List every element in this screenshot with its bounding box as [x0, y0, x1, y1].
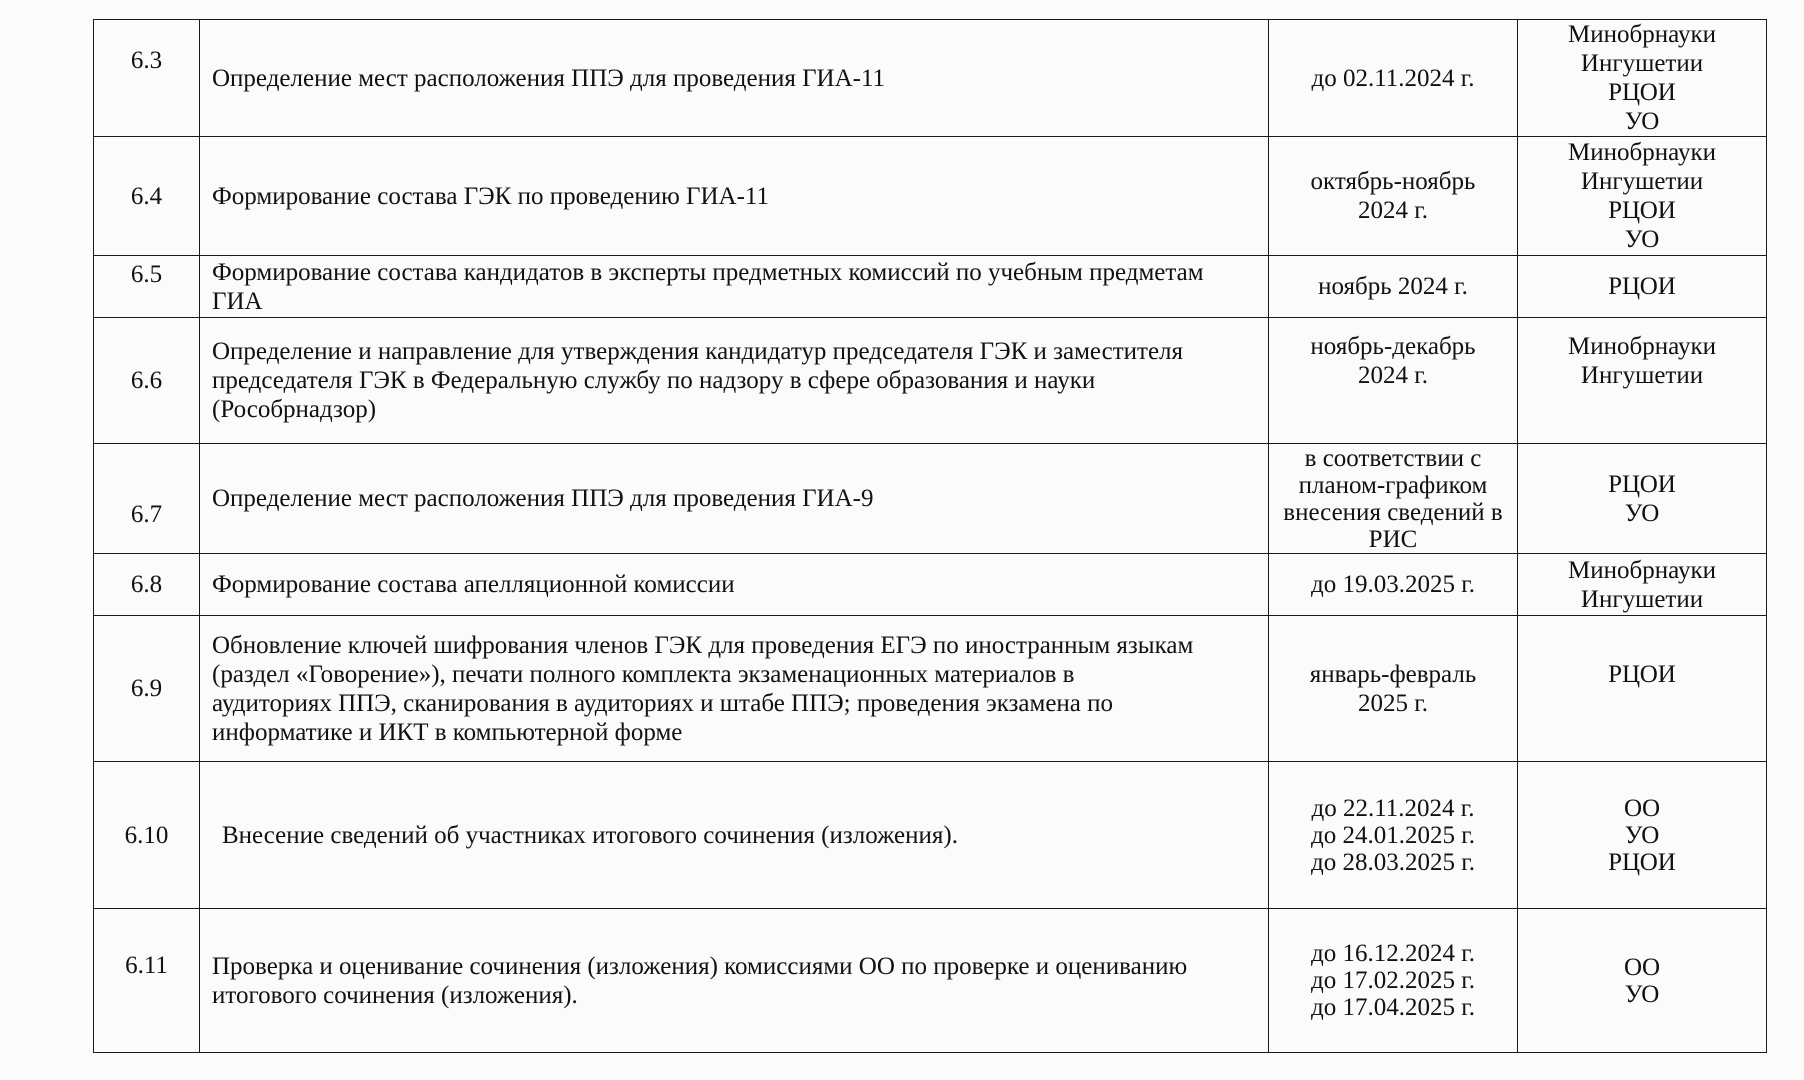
responsible-line: РЦОИ — [1608, 79, 1676, 106]
description-line: информатике и ИКТ в компьютерной форме — [212, 718, 683, 746]
responsible-line: УО — [1624, 980, 1660, 1008]
deadline-line: 2024 г. — [1358, 362, 1428, 389]
row-responsible — [1518, 256, 1767, 318]
row-number: 6.7 — [94, 444, 200, 554]
responsible-line: УО — [1624, 226, 1660, 253]
row-deadline — [1269, 137, 1518, 256]
responsible-line: РЦОИ — [1608, 273, 1676, 300]
row-deadline — [1269, 444, 1518, 554]
deadline-line: 2024 г. — [1358, 197, 1428, 224]
row-deadline — [1269, 318, 1518, 444]
row-description — [200, 444, 1269, 554]
plan-table — [93, 19, 1767, 1053]
description-line: аудиториях ППЭ, сканирования в аудиториях и штабе ППЭ; проведения экзамена по — [212, 689, 1114, 717]
responsible-line: Ингушетии — [1580, 50, 1704, 77]
deadline-line: РИС — [1368, 525, 1418, 553]
row-description — [200, 554, 1269, 616]
row-number: 6.3 — [94, 20, 200, 137]
responsible-line: Минобрнауки — [1568, 139, 1716, 166]
responsible-line: Ингушетии — [1580, 168, 1704, 195]
responsible-line: Минобрнауки — [1568, 21, 1716, 48]
description-line: Определение мест расположения ППЭ для проведения ГИА-11 — [212, 64, 886, 92]
description-line: Обновление ключей шифрования членов ГЭК для проведения ЕГЭ по иностранным языкам — [212, 631, 1194, 659]
responsible-line: ОО — [1623, 953, 1661, 981]
table-row — [94, 20, 1767, 137]
responsible-line: Ингушетии — [1580, 585, 1704, 613]
table-row — [94, 554, 1767, 616]
description-line: Проверка и оценивание сочинения (изложения) комиссиями ОО по проверке и оцениванию — [212, 952, 1188, 980]
row-number: 6.5 — [94, 256, 200, 318]
description-line: Формирование состава ГЭК по проведению ГИА-11 — [212, 182, 769, 210]
responsible-line: Минобрнауки — [1568, 556, 1716, 584]
responsible-line: УО — [1624, 499, 1660, 527]
description-line: (Рособрнадзор) — [212, 396, 377, 423]
deadline-line: до 22.11.2024 г. — [1311, 794, 1475, 822]
table-row — [94, 256, 1767, 318]
table-row — [94, 616, 1767, 762]
table-row — [94, 318, 1767, 444]
description-line: Определение мест расположения ППЭ для проведения ГИА-9 — [212, 485, 874, 512]
row-number: 6.8 — [94, 554, 200, 616]
row-deadline — [1269, 554, 1518, 616]
description-line: Внесение сведений об участниках итогового сочинения (изложения). — [222, 821, 958, 849]
row-responsible — [1518, 554, 1767, 616]
row-description — [200, 318, 1269, 444]
description-line: председателя ГЭК в Федеральную службу по надзору в сфере образования и науки — [212, 367, 1096, 394]
table-row — [94, 909, 1767, 1053]
responsible-line: РЦОИ — [1608, 197, 1676, 224]
row-number: 6.10 — [94, 762, 200, 909]
deadline-line: до 02.11.2024 г. — [1311, 64, 1475, 92]
description-line: ГИА — [212, 287, 263, 315]
responsible-line: РЦОИ — [1608, 848, 1676, 876]
responsible-line: ОО — [1623, 794, 1661, 822]
row-responsible — [1518, 318, 1767, 444]
deadline-line: ноябрь 2024 г. — [1318, 273, 1468, 300]
row-responsible — [1518, 137, 1767, 256]
row-deadline — [1269, 616, 1518, 762]
deadline-line: планом-графиком — [1298, 471, 1488, 499]
deadline-line: до 24.01.2025 г. — [1311, 821, 1475, 849]
description-line: Формирование состава кандидатов в эксперты предметных комиссий по учебным предметам — [212, 258, 1204, 286]
row-responsible — [1518, 616, 1767, 762]
row-description — [200, 616, 1269, 762]
table-row — [94, 444, 1767, 554]
responsible-line: Ингушетии — [1580, 362, 1704, 389]
row-deadline — [1269, 256, 1518, 318]
row-deadline — [1269, 909, 1518, 1053]
row-responsible — [1518, 20, 1767, 137]
deadline-line: ноябрь-декабрь — [1310, 333, 1476, 360]
row-description — [200, 762, 1269, 909]
deadline-line: до 17.02.2025 г. — [1311, 967, 1475, 994]
row-number: 6.9 — [94, 616, 200, 762]
description-line: итогового сочинения (изложения). — [212, 981, 578, 1009]
row-responsible — [1518, 444, 1767, 554]
table-row — [94, 762, 1767, 909]
deadline-line: январь-февраль — [1309, 661, 1477, 688]
row-deadline — [1269, 762, 1518, 909]
responsible-line: РЦОИ — [1608, 470, 1676, 498]
table-row — [94, 137, 1767, 256]
deadline-line: до 17.04.2025 г. — [1311, 994, 1475, 1021]
responsible-line: РЦОИ — [1608, 661, 1676, 688]
description-line: (раздел «Говорение»), печати полного комплекта экзаменационных материалов в — [212, 660, 1075, 688]
responsible-line: УО — [1624, 108, 1660, 135]
deadline-line: до 16.12.2024 г. — [1311, 940, 1475, 967]
row-responsible — [1518, 909, 1767, 1053]
responsible-line: УО — [1624, 821, 1660, 849]
row-deadline — [1269, 20, 1518, 137]
row-number: 6.6 — [94, 318, 200, 444]
description-line: Формирование состава апелляционной комиссии — [212, 571, 735, 598]
row-description — [200, 137, 1269, 256]
deadline-line: до 19.03.2025 г. — [1311, 571, 1475, 598]
deadline-line: в соответствии с — [1304, 444, 1482, 472]
deadline-line: 2025 г. — [1358, 690, 1428, 717]
row-description — [200, 256, 1269, 318]
deadline-line: октябрь-ноябрь — [1310, 168, 1476, 195]
responsible-line: Минобрнауки — [1568, 333, 1716, 360]
row-number: 6.11 — [94, 909, 200, 1053]
row-number: 6.4 — [94, 137, 200, 256]
deadline-line: внесения сведений в — [1283, 498, 1503, 526]
description-line: Определение и направление для утверждения кандидатур председателя ГЭК и заместителя — [212, 338, 1184, 365]
deadline-line: до 28.03.2025 г. — [1311, 848, 1475, 876]
row-responsible — [1518, 762, 1767, 909]
row-description — [200, 909, 1269, 1053]
row-description — [200, 20, 1269, 137]
